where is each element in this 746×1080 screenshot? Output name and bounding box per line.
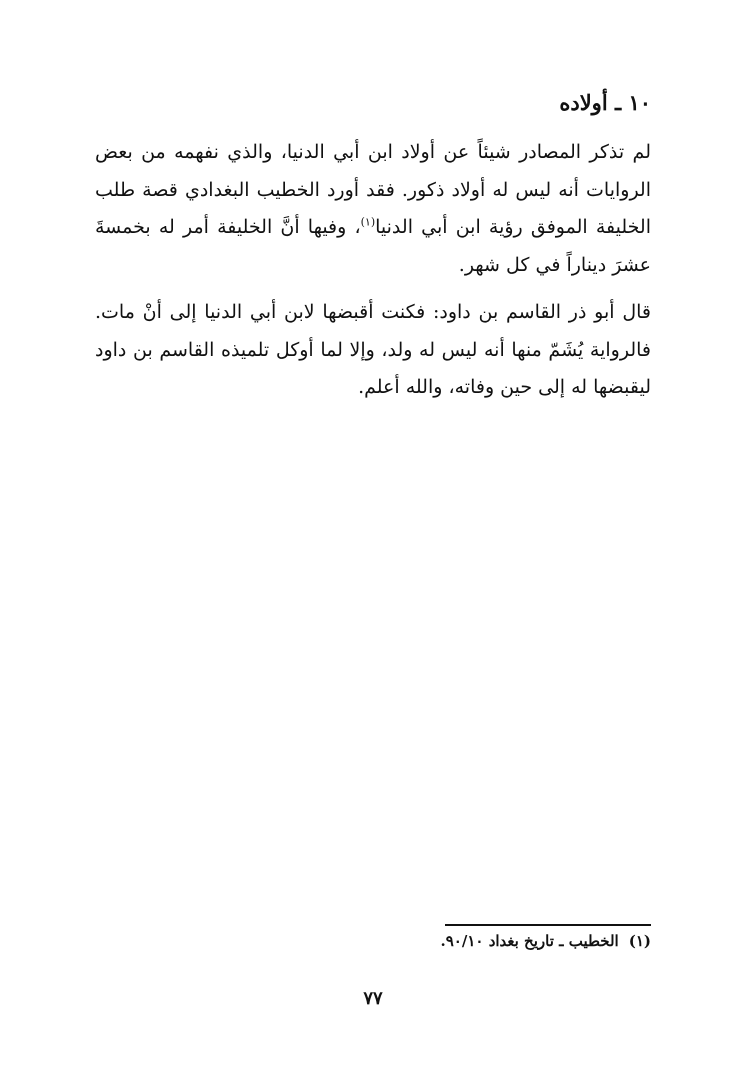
page-number: ٧٧ <box>363 988 383 1009</box>
footnote-divider <box>445 924 651 926</box>
section-heading: ١٠ ـ أولاده <box>559 90 651 115</box>
footnote <box>441 932 651 950</box>
paragraph-1-text-before-ref: لم تذكر المصادر شيئاً عن أولاد ابن أبي الدنيا، والذي نفهمه من بعض الروايات أنه ليس له أولاد ذكور. فقد أورد الخطيب البغدادي قصة طلب الخليفة الموفق رؤية ابن أبي الدنيا <box>95 141 651 238</box>
paragraph-1 <box>95 134 651 284</box>
paragraph-1-text-after-ref: ، وفيها أنَّ الخليفة أمر له بخمسةَ عشرَ ديناراً في كل شهر. <box>95 216 651 276</box>
body-text <box>95 134 651 407</box>
paragraph-2: قال أبو ذر القاسم بن داود: فكنت أقبضها لابن أبي الدنيا إلى أنْ مات. فالرواية يُشَمّ منها أنه ليس له ولد، وإلا لما أوكل تلميذه القاسم بن داود ليقبضها له إلى حين وفاته، والله أعلم. <box>95 301 651 398</box>
footnote-text: الخطيب ـ تاريخ بغداد ٩٠/١٠. <box>440 932 619 950</box>
footnote-number: (١) <box>628 932 651 950</box>
footnote-reference: (١) <box>360 215 376 229</box>
